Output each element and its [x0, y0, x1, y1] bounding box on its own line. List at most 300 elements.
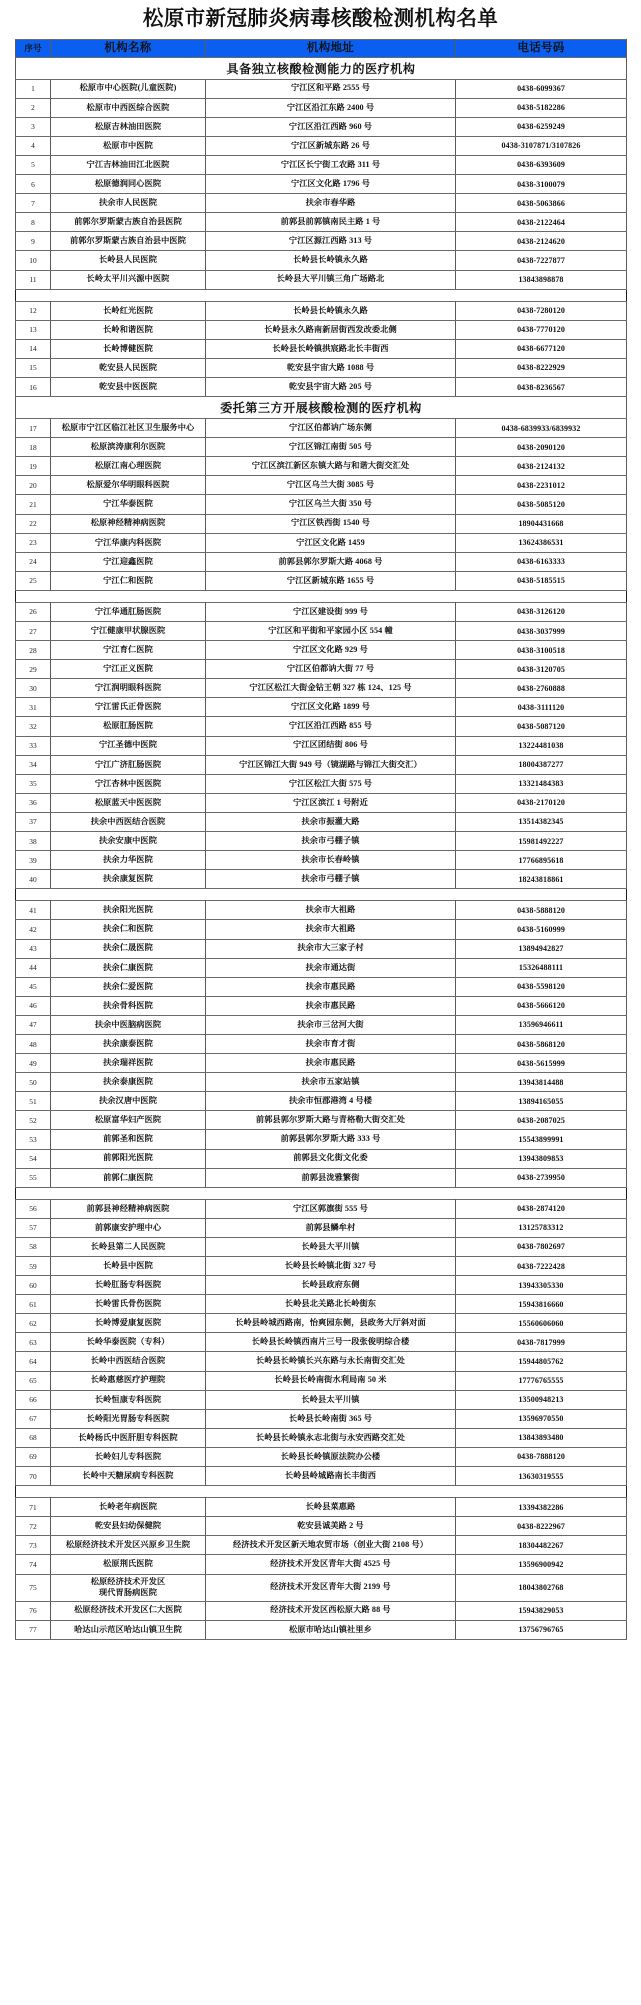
table-row [16, 698, 627, 717]
table-row [16, 194, 627, 213]
row-index: 31 [16, 698, 51, 717]
institution-address: 长岭县政府东侧 [206, 1276, 456, 1295]
institution-phone: 13894165055 [456, 1092, 627, 1111]
table-row [16, 1447, 627, 1466]
table-row [16, 339, 627, 358]
institution-phone: 15943829053 [456, 1601, 627, 1620]
row-index: 29 [16, 660, 51, 679]
table-row [16, 1218, 627, 1237]
institution-address: 长岭县长岭镇西南片三号一段张俊明综合楼 [206, 1333, 456, 1352]
institution-phone: 15560606060 [456, 1314, 627, 1333]
row-index: 5 [16, 155, 51, 174]
institution-phone: 0438-5085120 [456, 495, 627, 514]
column-header-phone: 电话号码 [456, 39, 627, 57]
institution-phone: 0438-2231012 [456, 476, 627, 495]
table-row [16, 1601, 627, 1620]
institution-address: 宁江区建设街 999 号 [206, 602, 456, 621]
institution-phone: 0438-3111120 [456, 698, 627, 717]
row-index: 51 [16, 1092, 51, 1111]
institution-name: 长岭阳光胃肠专科医院 [51, 1409, 206, 1428]
institution-phone: 15981492227 [456, 832, 627, 851]
row-index: 59 [16, 1257, 51, 1276]
row-index: 26 [16, 602, 51, 621]
row-index: 69 [16, 1447, 51, 1466]
row-index: 54 [16, 1149, 51, 1168]
table-row [16, 870, 627, 889]
institution-phone: 0438-3037999 [456, 622, 627, 641]
table-row [16, 419, 627, 438]
table-row [16, 514, 627, 533]
institution-address: 乾安县宇宙大路 205 号 [206, 377, 456, 396]
gap-cell [16, 289, 627, 301]
table-row [16, 1168, 627, 1187]
table-row [16, 251, 627, 270]
institution-name: 扶余骨科医院 [51, 996, 206, 1015]
institution-address: 松原市哈达山镇社里乡 [206, 1620, 456, 1639]
page-break-gap [16, 590, 627, 602]
institution-address: 宁江区团结街 806 号 [206, 736, 456, 755]
institution-name: 乾安县中医医院 [51, 377, 206, 396]
institution-name: 扶余仁和医院 [51, 920, 206, 939]
institution-name: 宁江育仁医院 [51, 641, 206, 660]
institution-phone: 15943816660 [456, 1295, 627, 1314]
institution-address: 长岭县岭城路南长丰街西 [206, 1467, 456, 1486]
row-index: 58 [16, 1237, 51, 1256]
institution-phone: 0438-8222929 [456, 358, 627, 377]
institution-address: 扶余市弓棚子镇 [206, 832, 456, 851]
table-row [16, 136, 627, 155]
institution-address: 扶余市春华路 [206, 194, 456, 213]
row-index: 23 [16, 533, 51, 552]
institution-phone: 13596946611 [456, 1015, 627, 1034]
institution-address: 前郭县郭尔罗斯大路与青格勒大街交汇处 [206, 1111, 456, 1130]
institution-name: 长岭雷氏骨伤医院 [51, 1295, 206, 1314]
table-row [16, 1333, 627, 1352]
institution-name: 松原神经精神病医院 [51, 514, 206, 533]
institution-name: 扶余康复医院 [51, 870, 206, 889]
institution-phone: 13224481038 [456, 736, 627, 755]
institution-address: 宁江区乌兰大街 3085 号 [206, 476, 456, 495]
page-break-gap [16, 889, 627, 901]
institution-phone: 0438-7888120 [456, 1447, 627, 1466]
table-row [16, 958, 627, 977]
row-index: 61 [16, 1295, 51, 1314]
institution-address: 宁江区文化路 1796 号 [206, 175, 456, 194]
institution-address: 宁江区沿江西路 855 号 [206, 717, 456, 736]
institution-phone: 13596900942 [456, 1555, 627, 1574]
institution-name: 扶余康泰医院 [51, 1034, 206, 1053]
row-index: 39 [16, 851, 51, 870]
institution-address: 长岭县长岭南街 365 号 [206, 1409, 456, 1428]
row-index: 38 [16, 832, 51, 851]
institution-address: 宁江区滨江 1 号附近 [206, 793, 456, 812]
institution-name: 松原肛肠医院 [51, 717, 206, 736]
institution-phone: 13843898878 [456, 270, 627, 289]
section-header-label: 委托第三方开展核酸检测的医疗机构 [16, 397, 627, 419]
table-row [16, 358, 627, 377]
institution-address: 宁江区郭旗街 555 号 [206, 1199, 456, 1218]
institution-phone: 0438-5615999 [456, 1054, 627, 1073]
institution-address: 长岭县太平川镇 [206, 1390, 456, 1409]
institution-name: 松原吉林油田医院 [51, 117, 206, 136]
institution-address: 宁江区源江西路 313 号 [206, 232, 456, 251]
institution-phone: 0438-5160999 [456, 920, 627, 939]
table-row [16, 793, 627, 812]
table-row [16, 832, 627, 851]
table-row [16, 320, 627, 339]
institution-name: 长岭红光医院 [51, 301, 206, 320]
institution-name: 扶余仁晟医院 [51, 939, 206, 958]
institution-address: 宁江区铁西街 1540 号 [206, 514, 456, 533]
institution-phone: 0438-2874120 [456, 1199, 627, 1218]
institution-name: 长岭中天糖尿病专科医院 [51, 1467, 206, 1486]
institution-address: 扶余市惠民路 [206, 996, 456, 1015]
institution-name: 长岭县中医院 [51, 1257, 206, 1276]
table-row [16, 660, 627, 679]
row-index: 63 [16, 1333, 51, 1352]
table-row [16, 774, 627, 793]
institution-name: 扶余汉唐中医院 [51, 1092, 206, 1111]
institution-name: 长岭肛肠专科医院 [51, 1276, 206, 1295]
row-index: 46 [16, 996, 51, 1015]
row-index: 50 [16, 1073, 51, 1092]
institution-name: 前郭仁康医院 [51, 1168, 206, 1187]
institution-address: 长岭县长岭镇长兴东路与永长南街交汇处 [206, 1352, 456, 1371]
table-container [0, 39, 641, 1640]
institution-name: 宁江广济肛肠医院 [51, 755, 206, 774]
section-header-label: 具备独立核酸检测能力的医疗机构 [16, 57, 627, 79]
row-index: 2 [16, 98, 51, 117]
institution-phone: 18004387277 [456, 755, 627, 774]
table-row [16, 901, 627, 920]
table-row [16, 1149, 627, 1168]
table-row [16, 476, 627, 495]
institution-address: 前郭县文化街文化委 [206, 1149, 456, 1168]
institution-address: 乾安县诚美路 2 号 [206, 1517, 456, 1536]
table-row [16, 1390, 627, 1409]
row-index: 56 [16, 1199, 51, 1218]
institution-name: 长岭和谐医院 [51, 320, 206, 339]
institution-name: 扶余泰康医院 [51, 1073, 206, 1092]
table-row [16, 438, 627, 457]
institution-phone: 0438-6677120 [456, 339, 627, 358]
institution-name: 宁江杏林中医医院 [51, 774, 206, 793]
institution-name: 扶余力华医院 [51, 851, 206, 870]
table-row [16, 1517, 627, 1536]
row-index: 73 [16, 1536, 51, 1555]
institution-address: 前郭县鳞牟村 [206, 1218, 456, 1237]
row-index: 30 [16, 679, 51, 698]
institution-phone: 13624386531 [456, 533, 627, 552]
institution-address: 长岭县长岭南街水利局南 50 米 [206, 1371, 456, 1390]
row-index: 77 [16, 1620, 51, 1639]
institution-name: 宁江健康甲状腺医院 [51, 622, 206, 641]
institution-address: 长岭县岭城西路南，怡爽园东侧，县政务大厅斜对面 [206, 1314, 456, 1333]
institution-phone: 13596970550 [456, 1409, 627, 1428]
row-index: 11 [16, 270, 51, 289]
row-index: 70 [16, 1467, 51, 1486]
institution-name: 哈达山示范区哈达山镇卫生院 [51, 1620, 206, 1639]
institution-phone: 0438-6099367 [456, 79, 627, 98]
table-header [16, 39, 627, 57]
institution-address: 宁江区伯都讷大街 77 号 [206, 660, 456, 679]
table-row [16, 270, 627, 289]
institution-phone: 0438-2090120 [456, 438, 627, 457]
institution-name: 松原德润同心医院 [51, 175, 206, 194]
institution-address: 扶余市五家站镇 [206, 1073, 456, 1092]
table-row [16, 1295, 627, 1314]
institution-address: 宁江区乌兰大街 350 号 [206, 495, 456, 514]
row-index: 6 [16, 175, 51, 194]
institution-phone: 0438-2122464 [456, 213, 627, 232]
institution-name: 松原市中医院 [51, 136, 206, 155]
institution-phone: 13756796765 [456, 1620, 627, 1639]
institution-address: 长岭县永久路南新居街西发改委北侧 [206, 320, 456, 339]
row-index: 22 [16, 514, 51, 533]
row-index: 28 [16, 641, 51, 660]
institution-phone: 0438-5182286 [456, 98, 627, 117]
table-row [16, 996, 627, 1015]
institution-name: 宁江仁和医院 [51, 571, 206, 590]
row-index: 10 [16, 251, 51, 270]
table-row [16, 457, 627, 476]
institution-address: 宁江区和平路 2555 号 [206, 79, 456, 98]
page-break-gap [16, 1187, 627, 1199]
row-index: 17 [16, 419, 51, 438]
table-row [16, 175, 627, 194]
row-index: 53 [16, 1130, 51, 1149]
row-index: 33 [16, 736, 51, 755]
institution-phone: 0438-7280120 [456, 301, 627, 320]
table-row [16, 641, 627, 660]
institution-phone: 0438-2087025 [456, 1111, 627, 1130]
row-index: 42 [16, 920, 51, 939]
institution-name: 长岭妇儿专科医院 [51, 1447, 206, 1466]
institution-phone: 13125783312 [456, 1218, 627, 1237]
institution-phone: 0438-6163333 [456, 552, 627, 571]
row-index: 34 [16, 755, 51, 774]
row-index: 14 [16, 339, 51, 358]
table-row [16, 117, 627, 136]
institution-address: 长岭县长岭镇北街 327 号 [206, 1257, 456, 1276]
institution-address: 长岭县菜惠路 [206, 1498, 456, 1517]
page-title: 松原市新冠肺炎病毒核酸检测机构名单 [142, 8, 499, 30]
table-row [16, 939, 627, 958]
institution-name: 长岭中西医结合医院 [51, 1352, 206, 1371]
institution-address: 扶余市大祖路 [206, 901, 456, 920]
section-header-row [16, 57, 627, 79]
institution-name: 宁江吉林油田江北医院 [51, 155, 206, 174]
row-index: 44 [16, 958, 51, 977]
table-row [16, 533, 627, 552]
institution-phone: 15326488111 [456, 958, 627, 977]
institution-address: 扶余市弓棚子镇 [206, 870, 456, 889]
institution-name: 前郭尔罗斯蒙古族自治县中医院 [51, 232, 206, 251]
institution-name-line1: 松原经济技术开发区 [90, 1577, 166, 1587]
institution-phone: 0438-7770120 [456, 320, 627, 339]
institution-phone: 0438-8236567 [456, 377, 627, 396]
institution-phone: 13894942827 [456, 939, 627, 958]
institution-phone: 0438-5666120 [456, 996, 627, 1015]
institution-address: 扶余市三岔河大街 [206, 1015, 456, 1034]
institution-phone: 13500948213 [456, 1390, 627, 1409]
institution-name: 长岭老年病医院 [51, 1498, 206, 1517]
institution-phone: 17776765555 [456, 1371, 627, 1390]
table-row [16, 1092, 627, 1111]
table-row [16, 495, 627, 514]
table-row [16, 1314, 627, 1333]
row-index: 21 [16, 495, 51, 514]
institution-phone: 15543899991 [456, 1130, 627, 1149]
institution-address: 长岭县北关路北长岭街东 [206, 1295, 456, 1314]
row-index: 9 [16, 232, 51, 251]
table-row [16, 213, 627, 232]
institution-name-line2: 现代胃肠病医院 [98, 1587, 157, 1597]
institution-address: 扶余市惠民路 [206, 977, 456, 996]
row-index: 45 [16, 977, 51, 996]
institution-name: 长岭华泰医院（专科） [51, 1333, 206, 1352]
institution-name: 宁江华泰医院 [51, 495, 206, 514]
institution-phone: 0438-5063866 [456, 194, 627, 213]
institution-name: 扶余中西医结合医院 [51, 812, 206, 831]
institution-address: 长岭县长岭镇永久路 [206, 251, 456, 270]
row-index: 27 [16, 622, 51, 641]
row-index: 3 [16, 117, 51, 136]
institution-phone: 0438-6839933/6839932 [456, 419, 627, 438]
row-index: 64 [16, 1352, 51, 1371]
institution-phone: 0438-3120705 [456, 660, 627, 679]
institution-address: 宁江区长宁街工农路 311 号 [206, 155, 456, 174]
institution-name: 乾安县人民医院 [51, 358, 206, 377]
table-row [16, 1498, 627, 1517]
row-index: 35 [16, 774, 51, 793]
institution-phone: 15944805762 [456, 1352, 627, 1371]
table-row [16, 1409, 627, 1428]
institution-phone: 0438-2760888 [456, 679, 627, 698]
institution-name: 宁江迎鑫医院 [51, 552, 206, 571]
row-index: 20 [16, 476, 51, 495]
institution-phone: 18904431668 [456, 514, 627, 533]
gap-cell [16, 1187, 627, 1199]
institution-address: 长岭县长岭镇原法院办公楼 [206, 1447, 456, 1466]
institution-phone: 13843893480 [456, 1428, 627, 1447]
section-header-row [16, 397, 627, 419]
institution-address: 宁江区沿江东路 2400 号 [206, 98, 456, 117]
institution-phone: 13943809853 [456, 1149, 627, 1168]
institution-address: 前郭县郭尔罗斯大路 333 号 [206, 1130, 456, 1149]
row-index: 71 [16, 1498, 51, 1517]
row-index: 16 [16, 377, 51, 396]
row-index: 12 [16, 301, 51, 320]
table-row [16, 232, 627, 251]
institution-address: 经济技术开发区新天地农贸市场（创业大街 2108 号） [206, 1536, 456, 1555]
row-index: 13 [16, 320, 51, 339]
institution-address: 长岭县长岭镇拱宸路北长丰街西 [206, 339, 456, 358]
institution-phone: 0438-3100079 [456, 175, 627, 194]
institution-phone: 13394382286 [456, 1498, 627, 1517]
institution-address: 扶余市通达街 [206, 958, 456, 977]
institution-address: 宁江区松江大街金钻王朝 327 栋 124、125 号 [206, 679, 456, 698]
institution-name: 宁江润明眼科医院 [51, 679, 206, 698]
institution-name: 乾安县妇幼保健院 [51, 1517, 206, 1536]
table-row [16, 977, 627, 996]
row-index: 25 [16, 571, 51, 590]
row-index: 7 [16, 194, 51, 213]
row-index: 40 [16, 870, 51, 889]
table-row [16, 1130, 627, 1149]
table-row [16, 755, 627, 774]
institution-phone: 0438-7227877 [456, 251, 627, 270]
institution-name: 松原市中心医院(儿童医院) [51, 79, 206, 98]
institution-name: 前郭康安护理中心 [51, 1218, 206, 1237]
institution-phone: 13630319555 [456, 1467, 627, 1486]
institution-name: 松原经济技术开发区兴原乡卫生院 [51, 1536, 206, 1555]
row-index: 62 [16, 1314, 51, 1333]
institution-name: 长岭县人民医院 [51, 251, 206, 270]
institution-address: 经济技术开发区西松原大路 88 号 [206, 1601, 456, 1620]
table-row [16, 1428, 627, 1447]
institution-address: 扶余市恒郡港湾 4 号楼 [206, 1092, 456, 1111]
institution-address: 宁江区和平街和平家园小区 554 幢 [206, 622, 456, 641]
institution-address: 宁江区沿江西路 960 号 [206, 117, 456, 136]
table-row [16, 1034, 627, 1053]
institution-address: 扶余市大三家子村 [206, 939, 456, 958]
institution-address: 宁江区松江大街 575 号 [206, 774, 456, 793]
table-row [16, 717, 627, 736]
header-row [16, 39, 627, 57]
table-row [16, 155, 627, 174]
table-row [16, 1111, 627, 1130]
column-header-address: 机构地址 [206, 39, 456, 57]
institution-address: 长岭县长岭镇永志北街与永安西路交汇处 [206, 1428, 456, 1447]
row-index: 32 [16, 717, 51, 736]
row-index: 41 [16, 901, 51, 920]
table-row [16, 679, 627, 698]
table-row [16, 851, 627, 870]
institution-address: 前郭县泷雅繁街 [206, 1168, 456, 1187]
institution-name: 松原富华妇产医院 [51, 1111, 206, 1130]
page-break-gap [16, 1486, 627, 1498]
row-index: 67 [16, 1409, 51, 1428]
institution-phone: 18304482267 [456, 1536, 627, 1555]
institution-name: 长岭恒康专科医院 [51, 1390, 206, 1409]
institution-name: 长岭太平川兴源中医院 [51, 270, 206, 289]
table-row [16, 1352, 627, 1371]
institution-address: 长岭县长岭镇永久路 [206, 301, 456, 320]
institution-address: 乾安县宇宙大路 1088 号 [206, 358, 456, 377]
institution-name: 扶余安康中医院 [51, 832, 206, 851]
table-row [16, 552, 627, 571]
row-index: 55 [16, 1168, 51, 1187]
table-row [16, 79, 627, 98]
institution-phone: 13514382345 [456, 812, 627, 831]
institution-name: 宁江华康内科医院 [51, 533, 206, 552]
table-row [16, 98, 627, 117]
institution-name: 松原市宁江区临江社区卫生服务中心 [51, 419, 206, 438]
table-row [16, 622, 627, 641]
row-index: 68 [16, 1428, 51, 1447]
table-row [16, 736, 627, 755]
row-index: 47 [16, 1015, 51, 1034]
institution-phone: 13943814488 [456, 1073, 627, 1092]
institution-address: 扶余市大祖路 [206, 920, 456, 939]
row-index: 65 [16, 1371, 51, 1390]
row-index: 76 [16, 1601, 51, 1620]
institution-phone: 18043802768 [456, 1574, 627, 1601]
institution-name: 扶余中医脑病医院 [51, 1015, 206, 1034]
institution-address: 宁江区伯都讷广场东侧 [206, 419, 456, 438]
row-index: 19 [16, 457, 51, 476]
